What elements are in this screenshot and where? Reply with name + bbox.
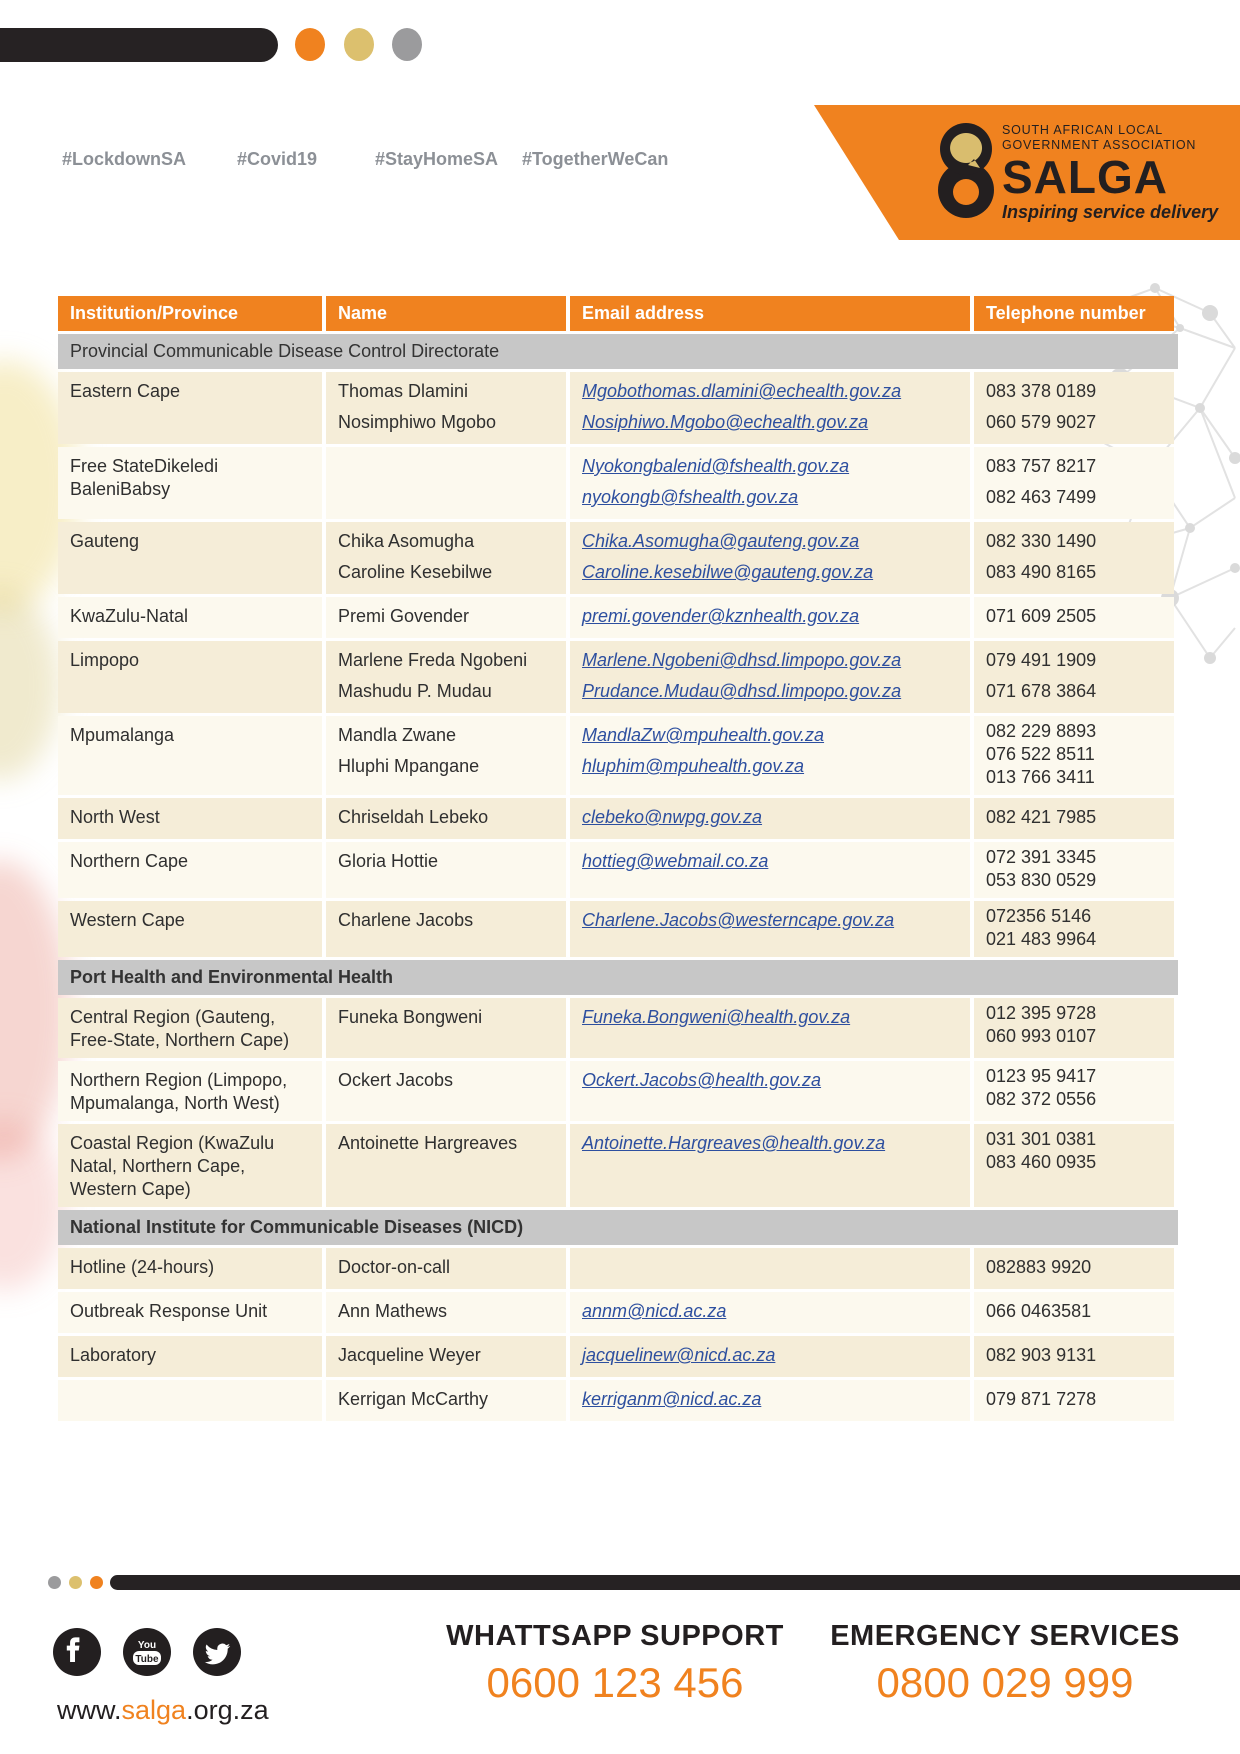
contact-name: Thomas Dlamini <box>338 381 469 401</box>
contact-name: Mandla Zwane <box>338 725 457 745</box>
email-line <box>582 846 958 877</box>
telephone-cell <box>974 1061 1174 1121</box>
phone-group <box>986 802 1162 833</box>
phone-group <box>986 1128 1162 1174</box>
table-row <box>58 597 1178 638</box>
institution-cell <box>58 1336 322 1377</box>
institution-cell <box>58 641 322 713</box>
institution-cell <box>58 901 322 957</box>
institution-text: Laboratory <box>70 1345 157 1365</box>
institution-cell <box>58 597 322 638</box>
phone-number: 082 421 7985 <box>986 807 1097 827</box>
email-link[interactable]: jacquelinew@nicd.ac.za <box>582 1345 776 1365</box>
telephone-cell <box>974 597 1174 638</box>
email-line <box>582 1340 958 1371</box>
phone-number: 082883 9920 <box>986 1257 1092 1277</box>
institution-cell <box>58 372 322 444</box>
email-link[interactable]: kerriganm@nicd.ac.za <box>582 1389 762 1409</box>
table-row <box>58 798 1178 839</box>
phone-number: 012 395 9728 <box>986 1003 1097 1023</box>
column-header-telephone: Telephone number <box>974 296 1174 331</box>
contact-name: Caroline Kesebilwe <box>338 562 493 582</box>
column-header-name: Name <box>326 296 566 331</box>
institution-cell <box>58 1248 322 1289</box>
top-bar <box>0 28 278 62</box>
table-row <box>58 1124 1178 1207</box>
phone-number: 083 757 8217 <box>986 456 1097 476</box>
institution-cell <box>58 1124 322 1207</box>
contact-name: Marlene Freda Ngobeni <box>338 650 528 670</box>
email-cell <box>570 901 970 957</box>
institution-text: Mpumalanga <box>70 725 175 745</box>
phone-group <box>986 526 1162 557</box>
institution-cell <box>58 447 322 519</box>
institution-text: Northern Region (Limpopo, Mpumalanga, North West) <box>70 1070 288 1113</box>
contact-name: Nosimphiwo Mgobo <box>338 412 497 432</box>
name-cell <box>326 901 566 957</box>
name-cell <box>326 998 566 1058</box>
svg-text:Tube: Tube <box>135 1654 159 1665</box>
table-row <box>58 716 1178 795</box>
institution-text: KwaZulu-Natal <box>70 606 189 626</box>
table-row <box>58 1336 1178 1377</box>
salga-8-icon <box>938 123 994 221</box>
email-link[interactable]: Funeka.Bongweni@health.gov.za <box>582 1007 851 1027</box>
email-cell <box>570 998 970 1058</box>
phone-number: 060 993 0107 <box>986 1026 1097 1046</box>
phone-group <box>986 1065 1162 1111</box>
name-cell <box>326 447 566 519</box>
telephone-cell <box>974 1124 1174 1207</box>
phone-number: 072 391 3345 <box>986 847 1097 867</box>
institution-cell <box>58 798 322 839</box>
email-link[interactable]: Ockert.Jacobs@health.gov.za <box>582 1070 822 1090</box>
emergency-services-block <box>790 1620 1220 1707</box>
logo-tagline: Inspiring service delivery <box>1002 202 1219 222</box>
whatsapp-support-label: WHATTSAPP SUPPORT <box>446 1620 784 1652</box>
email-line <box>582 905 958 936</box>
email-cell <box>570 641 970 713</box>
column-header-email: Email address <box>570 296 970 331</box>
phone-number: 082 463 7499 <box>986 487 1097 507</box>
phone-number: 079 871 7278 <box>986 1389 1097 1409</box>
institution-text: Limpopo <box>70 650 140 670</box>
name-cell <box>326 716 566 795</box>
phone-group <box>986 720 1162 789</box>
email-cell <box>570 1061 970 1121</box>
institution-text <box>70 1384 310 1388</box>
phone-number: 0123 95 9417 <box>986 1066 1097 1086</box>
phone-group <box>986 482 1162 513</box>
phone-group <box>986 451 1162 482</box>
dot-orange <box>295 28 325 61</box>
phone-number: 013 766 3411 <box>986 767 1095 787</box>
whatsapp-support-number: 0600 123 456 <box>486 1659 744 1706</box>
email-line <box>582 1128 958 1159</box>
table-row <box>58 1292 1178 1333</box>
email-link[interactable]: hottieg@webmail.co.za <box>582 851 769 871</box>
table-row <box>58 901 1178 957</box>
phone-group <box>986 1252 1162 1283</box>
svg-text:You: You <box>137 1640 157 1651</box>
email-cell <box>570 1380 970 1421</box>
email-cell <box>570 522 970 594</box>
phone-number: 066 0463581 <box>986 1301 1092 1321</box>
name-cell <box>326 1380 566 1421</box>
institution-cell <box>58 1380 322 1421</box>
email-cell <box>570 1248 970 1289</box>
institution-text: Gauteng <box>70 531 140 551</box>
contact-name: Mashudu P. Mudau <box>338 681 492 701</box>
email-line <box>582 1296 958 1327</box>
phone-number: 031 301 0381 <box>986 1129 1097 1149</box>
phone-group <box>986 905 1162 951</box>
phone-number: 082 330 1490 <box>986 531 1097 551</box>
section-header: National Institute for Communicable Diseases (NICD) <box>58 1210 1178 1245</box>
hashtag-stayhomesa: #StayHomeSA <box>375 149 499 169</box>
phone-number: 083 490 8165 <box>986 562 1097 582</box>
email-link[interactable]: Chika.Asomugha@gauteng.gov.za <box>582 531 860 551</box>
telephone-cell <box>974 522 1174 594</box>
contact-name: Hluphi Mpangane <box>338 756 480 776</box>
phone-group <box>986 376 1162 407</box>
hashtag-togetherwecan: #TogetherWeCan <box>522 149 669 169</box>
contacts-table <box>58 296 1178 1424</box>
table-row <box>58 372 1178 444</box>
phone-number: 082 903 9131 <box>986 1345 1097 1365</box>
column-header-institution: Institution/Province <box>58 296 322 331</box>
email-link[interactable]: Marlene.Ngobeni@dhsd.limpopo.gov.za <box>582 650 902 670</box>
salga-logo <box>808 95 1240 240</box>
name-cell <box>326 641 566 713</box>
name-cell <box>326 1124 566 1207</box>
phone-group <box>986 407 1162 438</box>
phone-number: 082 372 0556 <box>986 1089 1097 1109</box>
contact-name: Ann Mathews <box>338 1301 448 1321</box>
bottom-bar <box>110 1575 1240 1590</box>
background-blob-olive <box>0 590 60 780</box>
email-link[interactable]: Nyokongbalenid@fshealth.gov.za <box>582 456 850 476</box>
institution-text: Outbreak Response Unit <box>70 1301 268 1321</box>
email-line <box>582 557 958 588</box>
institution-text: Central Region (Gauteng, Free-State, Northern Cape) <box>70 1007 290 1050</box>
email-line <box>582 601 958 632</box>
telephone-cell <box>974 842 1174 898</box>
email-line <box>582 676 958 707</box>
institution-text: Western Cape <box>70 910 185 930</box>
telephone-cell <box>974 798 1174 839</box>
background-blob-pink <box>0 1120 65 1290</box>
email-link[interactable]: Antoinette.Hargreaves@health.gov.za <box>582 1133 886 1153</box>
phone-number: 072356 5146 <box>986 906 1092 926</box>
phone-group <box>986 601 1162 632</box>
name-cell <box>326 372 566 444</box>
telephone-cell <box>974 1336 1174 1377</box>
table-row <box>58 1061 1178 1121</box>
phone-group <box>986 1296 1162 1327</box>
email-link[interactable]: annm@nicd.ac.za <box>582 1301 727 1321</box>
email-cell <box>570 597 970 638</box>
table-row <box>58 1248 1178 1289</box>
contact-name: Gloria Hottie <box>338 851 439 871</box>
youtube-icon[interactable] <box>123 1628 171 1676</box>
logo-org-line1: SOUTH AFRICAN LOCAL <box>1002 123 1164 137</box>
table-header-row <box>58 296 1178 331</box>
phone-number: 053 830 0529 <box>986 870 1097 890</box>
logo-org-line2: GOVERNMENT ASSOCIATION <box>1002 138 1197 152</box>
phone-number: 076 522 8511 <box>986 744 1095 764</box>
dot-gray <box>48 1576 61 1589</box>
phone-number: 071 678 3864 <box>986 681 1097 701</box>
phone-number: 079 491 1909 <box>986 650 1097 670</box>
phone-group <box>986 676 1162 707</box>
phone-group <box>986 1384 1162 1415</box>
email-cell <box>570 842 970 898</box>
contact-name: Kerrigan McCarthy <box>338 1389 489 1409</box>
contact-name: Premi Govender <box>338 606 470 626</box>
facebook-icon[interactable] <box>53 1628 101 1676</box>
institution-text: Hotline (24-hours) <box>70 1257 215 1277</box>
email-link[interactable]: Caroline.kesebilwe@gauteng.gov.za <box>582 562 874 582</box>
email-line <box>582 751 958 782</box>
phone-number: 060 579 9027 <box>986 412 1097 432</box>
emergency-services-label: EMERGENCY SERVICES <box>830 1620 1180 1652</box>
email-cell <box>570 1336 970 1377</box>
phone-group <box>986 1002 1162 1048</box>
institution-cell <box>58 716 322 795</box>
phone-group <box>986 846 1162 892</box>
name-cell <box>326 1248 566 1289</box>
institution-text: Coastal Region (KwaZulu Natal, Northern Cape, Western Cape) <box>70 1133 275 1199</box>
institution-text: Eastern Cape <box>70 381 181 401</box>
table-row <box>58 641 1178 713</box>
email-line <box>582 1384 958 1415</box>
table-row <box>58 998 1178 1058</box>
dot-tan <box>344 28 374 61</box>
email-line <box>582 720 958 751</box>
email-cell <box>570 447 970 519</box>
contact-name: Doctor-on-call <box>338 1257 451 1277</box>
logo-acronym: SALGA <box>1002 151 1168 203</box>
email-link[interactable]: premi.govender@kznhealth.gov.za <box>582 606 860 626</box>
twitter-icon[interactable] <box>193 1628 241 1676</box>
email-line <box>582 526 958 557</box>
phone-group <box>986 1340 1162 1371</box>
telephone-cell <box>974 901 1174 957</box>
phone-number: 083 460 0935 <box>986 1152 1097 1172</box>
email-cell <box>570 798 970 839</box>
telephone-cell <box>974 372 1174 444</box>
institution-cell <box>58 1292 322 1333</box>
email-line <box>582 376 958 407</box>
email-line <box>582 1065 958 1096</box>
table-body <box>58 334 1178 1421</box>
contact-name: Antoinette Hargreaves <box>338 1133 518 1153</box>
email-cell <box>570 716 970 795</box>
email-link[interactable]: Mgobothomas.dlamini@echealth.gov.za <box>582 381 902 401</box>
telephone-cell <box>974 447 1174 519</box>
contact-name: Charlene Jacobs <box>338 910 474 930</box>
email-link[interactable]: hluphim@mpuhealth.gov.za <box>582 756 805 776</box>
institution-cell <box>58 1061 322 1121</box>
phone-number: 071 609 2505 <box>986 606 1097 626</box>
emergency-services-number: 0800 029 999 <box>876 1659 1134 1706</box>
name-cell <box>326 1336 566 1377</box>
contact-name: Funeka Bongweni <box>338 1007 483 1027</box>
email-line <box>582 802 958 833</box>
telephone-cell <box>974 998 1174 1058</box>
email-cell <box>570 372 970 444</box>
telephone-cell <box>974 1248 1174 1289</box>
logo-text-block <box>1002 123 1218 223</box>
whatsapp-support-block <box>395 1620 835 1707</box>
section-header: Port Health and Environmental Health <box>58 960 1178 995</box>
contact-name: Chika Asomugha <box>338 531 475 551</box>
name-cell <box>326 798 566 839</box>
email-line <box>582 482 958 513</box>
telephone-cell <box>974 716 1174 795</box>
dot-orange <box>90 1576 103 1589</box>
table-row <box>58 842 1178 898</box>
contact-name: Chriseldah Lebeko <box>338 807 489 827</box>
section-header: Provincial Communicable Disease Control Directorate <box>58 334 1178 369</box>
email-cell <box>570 1124 970 1207</box>
institution-text: Northern Cape <box>70 851 189 871</box>
email-line <box>582 451 958 482</box>
email-link[interactable]: MandlaZw@mpuhealth.gov.za <box>582 725 825 745</box>
table-row <box>58 1380 1178 1421</box>
table-row <box>58 522 1178 594</box>
name-cell <box>326 522 566 594</box>
email-cell <box>570 1292 970 1333</box>
name-cell <box>326 1061 566 1121</box>
email-line <box>582 645 958 676</box>
social-icons <box>53 1628 241 1676</box>
email-line <box>582 1002 958 1033</box>
website-url[interactable]: www.salga.org.za <box>57 1695 269 1725</box>
phone-group <box>986 557 1162 588</box>
institution-text: Free StateDikeledi BaleniBabsy <box>70 456 219 499</box>
hashtag-lockdownsa: #LockdownSA <box>62 149 187 169</box>
email-link[interactable]: Charlene.Jacobs@westerncape.gov.za <box>582 910 895 930</box>
phone-number: 083 378 0189 <box>986 381 1097 401</box>
dot-gray <box>392 28 422 61</box>
hashtag-covid19: #Covid19 <box>237 149 318 169</box>
email-link[interactable]: Nosiphiwo.Mgobo@echealth.gov.za <box>582 412 869 432</box>
institution-text: North West <box>70 807 160 827</box>
phone-number: 082 229 8893 <box>986 721 1097 741</box>
contact-name: Ockert Jacobs <box>338 1070 454 1090</box>
telephone-cell <box>974 641 1174 713</box>
phone-group <box>986 645 1162 676</box>
name-cell <box>326 842 566 898</box>
email-link[interactable]: Prudance.Mudau@dhsd.limpopo.gov.za <box>582 681 902 701</box>
name-cell <box>326 597 566 638</box>
email-link[interactable]: nyokongb@fshealth.gov.za <box>582 487 799 507</box>
institution-cell <box>58 842 322 898</box>
name-cell <box>326 1292 566 1333</box>
telephone-cell <box>974 1380 1174 1421</box>
phone-number: 021 483 9964 <box>986 929 1097 949</box>
telephone-cell <box>974 1292 1174 1333</box>
table-row <box>58 447 1178 519</box>
institution-cell <box>58 998 322 1058</box>
dot-tan <box>69 1576 82 1589</box>
institution-cell <box>58 522 322 594</box>
email-line <box>582 407 958 438</box>
contact-name: Jacqueline Weyer <box>338 1345 481 1365</box>
email-link[interactable]: clebeko@nwpg.gov.za <box>582 807 763 827</box>
